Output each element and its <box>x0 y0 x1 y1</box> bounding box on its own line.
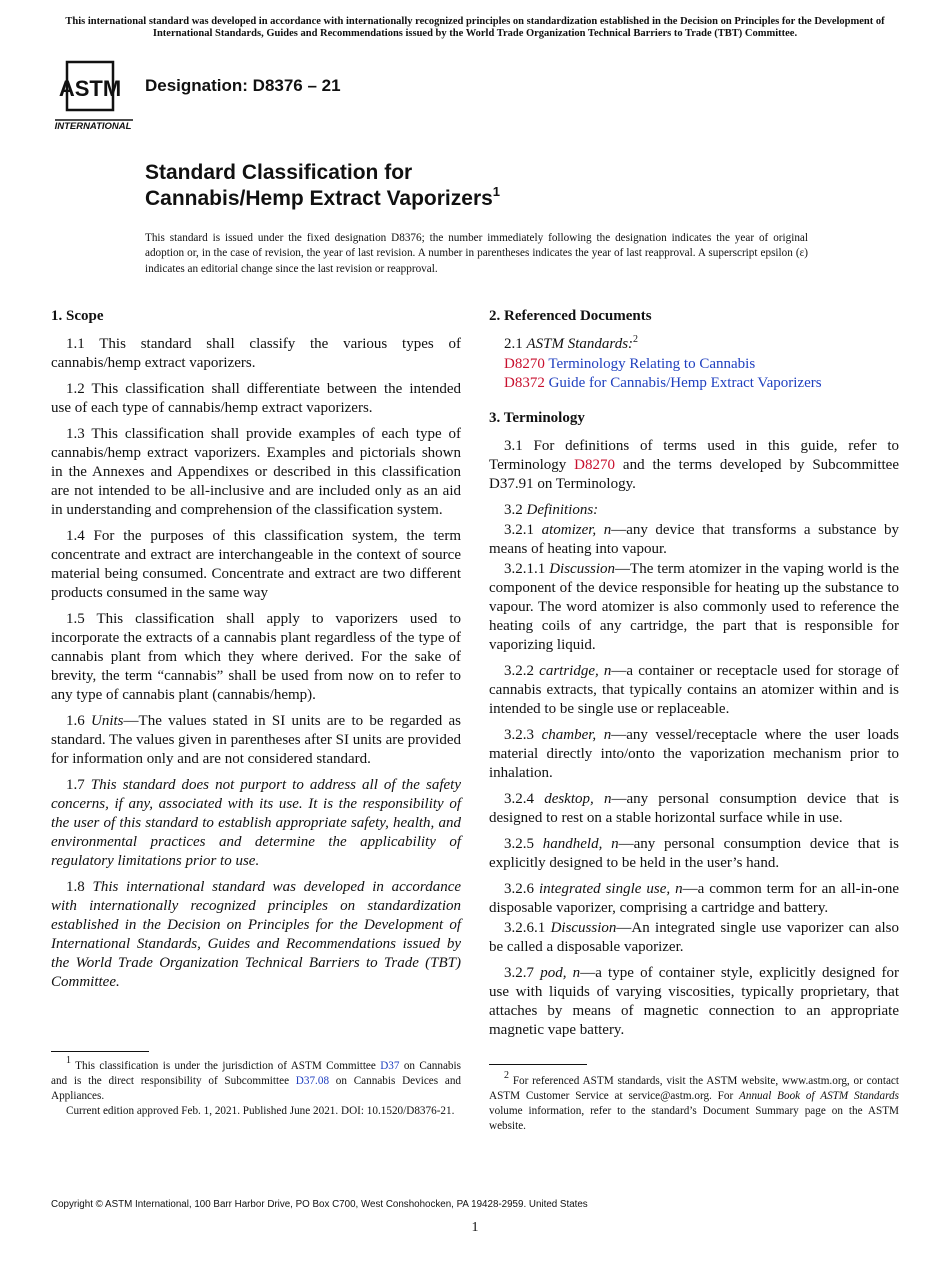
definition-pod <box>489 964 899 1040</box>
def-term: integrated single use, n <box>538 881 683 897</box>
scope-1-2: 1.2 This classification shall differentiate between the intended use of each type of cannabis/hemp extract vaporizers. <box>51 381 461 416</box>
def-num: 3.2.2 <box>504 663 534 679</box>
def-term: Discussion <box>550 920 617 936</box>
def-num: 3.2.1.1 <box>504 561 546 577</box>
definition-atomizer <box>489 521 899 559</box>
astm-standards-text: ASTM Standards: <box>526 336 634 352</box>
term-3-2 <box>489 501 899 520</box>
def-term: handheld, n <box>542 836 619 852</box>
referenced-heading: 2. Referenced Documents <box>489 308 652 324</box>
def-num: 3.2.7 <box>504 965 534 981</box>
footnote-2-b: volume information, refer to the standard’s Document Summary page on the ASTM website. <box>489 1105 899 1132</box>
footnote-2-italic: Annual Book of ASTM Standards <box>739 1090 899 1102</box>
footnote-1-marker: 1 <box>66 1055 71 1066</box>
def-text: —An integrated single use vaporizer can also be called a disposable vaporizer. <box>489 920 899 955</box>
footnote-1-b: on Cannabis and is the direct responsibility of Subcommittee <box>51 1060 461 1087</box>
def-text: —The term atomizer in the vaping world is the component of the device responsible for heating up the substance to vapour. The word atomizer is also commonly used to reference the heating coils of any cartridge, the part that is responsible for vaporizing liquid. <box>489 561 900 653</box>
title-line-1: Standard Classification for <box>145 161 413 184</box>
d37-link[interactable]: D37 <box>380 1060 400 1072</box>
designation: Designation: D8376 – 21 <box>145 76 341 95</box>
scope-1-7-text: This standard does not purport to address all of the safety concerns, if any, associated with its use. It is the responsibility of the user of this standard to establish appropriate safety, health, and environmental practices and determine the applicability of regulatory limitations prior to use. <box>51 777 461 869</box>
footnote-2-text <box>489 1070 899 1134</box>
left-column <box>51 307 461 999</box>
right-column <box>489 307 899 1047</box>
footnote-1-c: on Cannabis Devices and Appliances. <box>51 1075 462 1102</box>
def-num: 3.2.6.1 <box>504 920 546 936</box>
scope-1-4: 1.4 For the purposes of this classification system, the term concentrate and extract are interchangeable in the context of source material being consumed. Concentrate and extract are two different products consumed in the same way <box>51 528 461 601</box>
scope-1-1: 1.1 This standard shall classify the various types of cannabis/hemp extract vaporizers. <box>51 336 461 371</box>
scope-1-6 <box>51 712 461 769</box>
logo-text: ASTM <box>58 76 122 101</box>
def-term: pod, n <box>540 965 581 981</box>
page-number: 1 <box>471 1220 479 1235</box>
reference-code-link[interactable]: D8270 <box>504 356 545 372</box>
def-term: desktop, n <box>544 791 612 807</box>
footnote-rule-right <box>489 1064 587 1065</box>
def-term: chamber, n <box>541 727 612 743</box>
def-num: 3.2.6 <box>504 881 534 897</box>
scope-1-6-text: —The values stated in SI units are to be regarded as standard. The values given in parentheses after SI units are provided for information only and are not considered standard. <box>51 713 462 767</box>
def-term: Discussion <box>549 561 616 577</box>
definition-handheld <box>489 835 899 873</box>
astm-standards-num: 2.1 <box>504 336 523 352</box>
definition-cartridge <box>489 662 899 719</box>
scope-1-5: 1.5 This classification shall apply to vaporizers used to incorporate the extracts of a cannabis plant regardless of the type of cannabis plant from which they where derived. For the sake of brevity, the term “cannabis” shall be used from now on to refer to any type of cannabis plant (cannabis/hemp). <box>51 611 461 703</box>
term-3-1 <box>489 437 899 494</box>
scope-1-6-term: Units <box>91 713 124 729</box>
reference-d8372[interactable] <box>489 374 899 393</box>
title-line-2 <box>145 186 500 212</box>
scope-1-8-text: This international standard was developed in accordance with internationally recognized principles on standardization established in the Decision on Principles for the Development of International Standards, Guides and Recommendations issued by the World Trade Organization Technical Barriers to Trade (TBT) Committee. <box>51 879 462 990</box>
footnote-2-a: For referenced ASTM standards, visit the ASTM website, www.astm.org, or contact ASTM Customer Service at service@astm.org. For <box>489 1075 899 1102</box>
def-text: —a common term for an all-in-one disposable vaporizer, comprising a cartridge and battery. <box>489 881 899 916</box>
def-num: 3.2.5 <box>504 836 534 852</box>
def-text: —any vessel/receptacle where the user loads material directly into/onto the vaporization mechanism prior to inhalation. <box>489 727 899 781</box>
footnote-2-marker: 2 <box>504 1070 509 1081</box>
d8270-link[interactable]: D8270 <box>574 457 616 473</box>
footnote-1-text <box>51 1055 462 1104</box>
def-text: —any personal consumption device that is explicitly designed to be held in the user’s hand. <box>489 836 900 871</box>
reference-title-link[interactable]: Terminology Relating to Cannabis <box>548 356 756 372</box>
discussion-integrated-single-use <box>489 919 899 957</box>
footnote-1-edition: Current edition approved Feb. 1, 2021. Published June 2021. DOI: 10.1520/D8376-21. <box>66 1105 455 1117</box>
title-line-2-text: Cannabis/Hemp Extract Vaporizers <box>145 187 493 210</box>
def-term: cartridge, n <box>539 663 612 679</box>
footnote-1 <box>51 1055 462 1119</box>
def-num: 3.2.1 <box>504 522 534 538</box>
copyright: Copyright © ASTM International, 100 Barr Harbor Drive, PO Box C700, West Conshohocken, PA 19428-2959. United States <box>51 1199 588 1210</box>
definition-integrated-single-use <box>489 880 899 918</box>
astm-logo <box>53 56 135 132</box>
def-text: —any personal consumption device that is designed to rest on a stable horizontal surface while in use. <box>489 791 899 826</box>
term-3-2-num: 3.2 <box>504 502 523 518</box>
reference-code-link[interactable]: D8372 <box>504 375 545 391</box>
wto-banner: This international standard was developed in accordance with internationally recognized principles on standardization established in the Decision on Principles for the Development of International Standards, Guides and Recommendations issued by the World Trade Organization Technical Barriers to Trade (TBT) Committee. <box>65 16 885 39</box>
terminology-heading: 3. Terminology <box>489 410 585 426</box>
astm-standards-footnote-marker: 2 <box>633 334 639 345</box>
def-text: —a type of container style, explicitly designed for use with liquids of varying viscosities, typically proprietary, that attaches by means of magnetic connection to an appropriate magnetic vape battery. <box>489 965 900 1038</box>
footnote-2 <box>489 1070 899 1134</box>
term-3-2-label: Definitions: <box>526 502 599 518</box>
reference-d8270[interactable] <box>489 355 899 374</box>
title-footnote-marker: 1 <box>492 184 501 199</box>
d37-08-link[interactable]: D37.08 <box>295 1075 330 1087</box>
logo-subtext: INTERNATIONAL <box>54 121 132 132</box>
definition-chamber <box>489 726 899 783</box>
footnote-1-a: This classification is under the jurisdiction of ASTM Committee <box>71 1060 381 1072</box>
scope-1-3: 1.3 This classification shall provide examples of each type of cannabis/hemp extract vaporizers. Examples and pictorials shown in the Annexes and Appendixes or described in this classification are not intended to be all-inclusive and are included only as an aid in understanding and comprehension of the classification system. <box>51 426 461 518</box>
standard-notice: This standard is issued under the fixed designation D8376; the number immediately following the designation indicates the year of original adoption or, in the case of revision, the year of last revision. A number in parentheses indicates the year of last reapproval. A superscript epsilon (ε) indicates an editorial change since the last revision or reapproval. <box>145 232 808 275</box>
footnote-rule-left <box>51 1051 149 1052</box>
def-term: atomizer, n <box>541 522 612 538</box>
scope-1-7-num: 1.7 <box>66 777 85 793</box>
def-text: —any device that transforms a substance by means of heating into vapour. <box>489 522 899 557</box>
discussion-atomizer <box>489 560 899 655</box>
def-num: 3.2.4 <box>504 791 534 807</box>
scope-1-7 <box>51 776 461 871</box>
document-title <box>145 160 500 212</box>
scope-1-8 <box>51 878 461 992</box>
scope-1-6-num: 1.6 <box>66 713 85 729</box>
astm-standards-label <box>489 335 899 354</box>
def-text: —a container or receptacle used for storage of cannabis extracts, that typically contains an atomizer within and is intended to be single use or replaceable. <box>489 663 900 717</box>
term-3-1-text-a: 3.1 For definitions of terms used in this guide, refer to Terminology <box>489 438 899 473</box>
definition-desktop <box>489 790 899 828</box>
def-num: 3.2.3 <box>504 727 534 743</box>
scope-1-8-num: 1.8 <box>66 879 85 895</box>
scope-heading: 1. Scope <box>51 308 104 324</box>
reference-title-link[interactable]: Guide for Cannabis/Hemp Extract Vaporizers <box>548 375 822 391</box>
term-3-1-text-b: and the terms developed by Subcommittee D37.91 on Terminology. <box>489 457 899 492</box>
